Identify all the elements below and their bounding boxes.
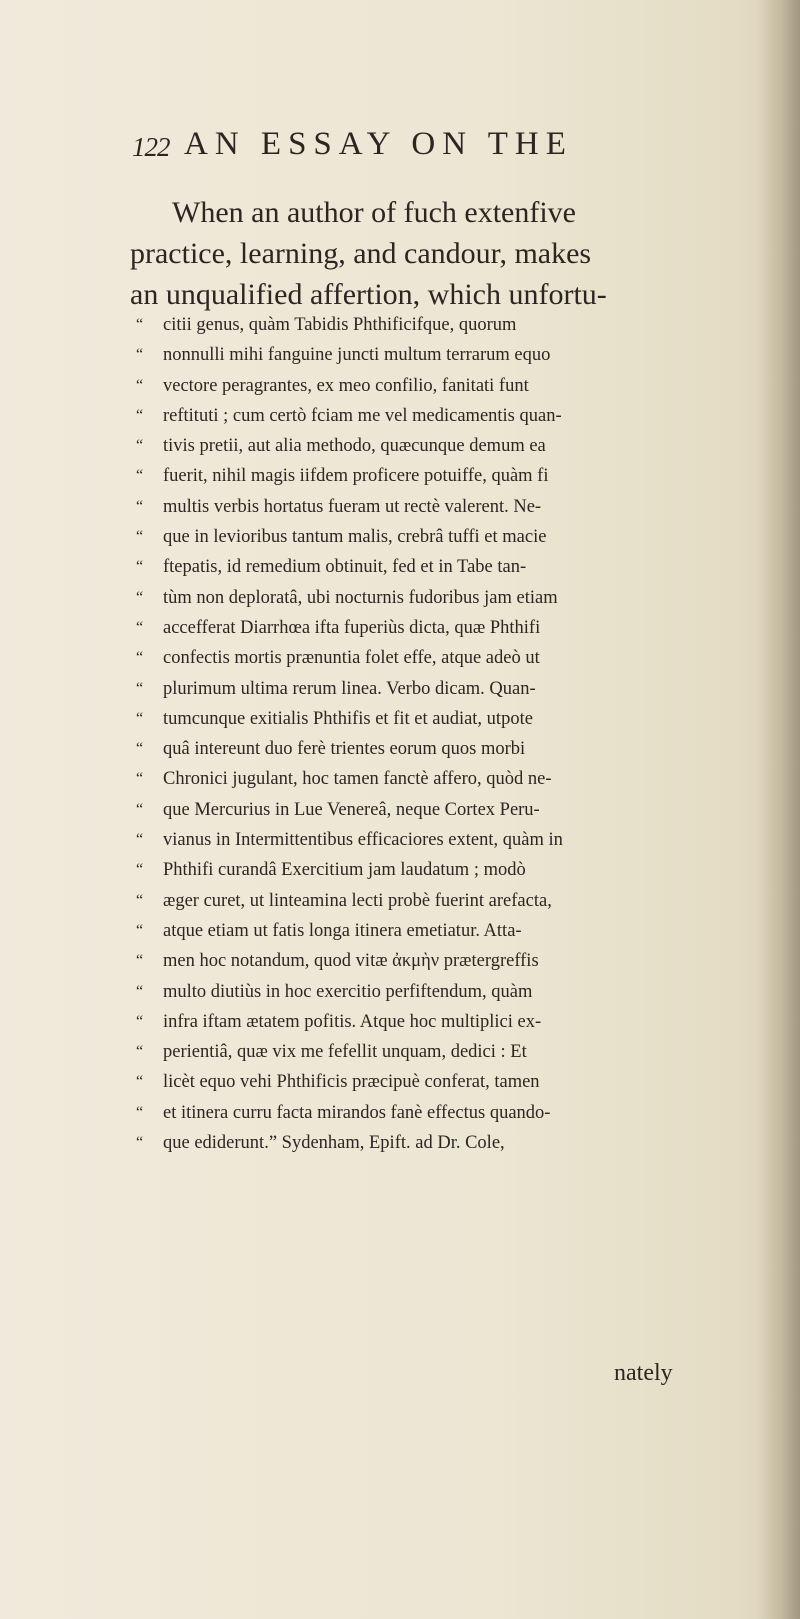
quote-line [136,613,756,643]
quote-line [136,310,756,340]
quote-mark: “ [136,1043,143,1061]
quote-line [136,704,756,734]
quote-mark: “ [136,770,143,788]
quote-line [136,552,756,582]
quote-mark: “ [136,891,143,909]
quote-line-text: ftepatis, id remedium obtinuit, fed et in Tabe tan- [163,557,527,578]
quote-mark: “ [136,649,143,667]
quote-line-text: quâ intereunt duo ferè trientes eorum quos morbi [163,739,526,760]
quote-line-text: perientiâ, quæ vix me fefellit unquam, dedici : Et [163,1042,527,1063]
quote-mark: “ [136,316,143,333]
quote-mark: “ [136,831,143,849]
body-line: When an author of fuch extenfive [172,196,576,229]
quote-line-text: que in levioribus tantum malis, crebrâ tuffi et macie [163,527,547,548]
quote-mark: “ [136,376,143,394]
quote-mark: “ [136,1103,143,1121]
quote-mark: “ [136,437,143,455]
quote-line-text: æger curet, ut linteamina lecti probè fuerint arefacta, [163,890,552,911]
quote-line [136,492,756,522]
page-gutter-shadow [758,0,800,1619]
quote-line [136,340,756,370]
quote-mark: “ [136,618,143,636]
quote-line [136,583,756,613]
quote-mark: “ [136,558,143,576]
page-number: 122 [132,132,170,162]
quote-line-text: infra iftam ætatem pofitis. Atque hoc multiplici ex- [163,1011,542,1032]
quote-line-text: fuerit, nihil magis iifdem proficere potuiffe, quàm fi [163,466,549,487]
quote-line [136,461,756,491]
quote-line [136,371,756,401]
quote-line-text: vianus in Intermittentibus efficaciores extent, quàm in [163,830,563,851]
quote-line-text: licèt equo vehi Phthificis præcipuè conferat, tamen [163,1072,540,1093]
quote-line-text: multis verbis hortatus fueram ut rectè valerent. Ne- [163,496,542,517]
quote-line-text: tùm non deploratâ, ubi nocturnis fudoribus jam etiam [163,587,558,608]
quote-line [136,825,756,855]
quote-line [136,1007,756,1037]
quote-line-text: Chronici jugulant, hoc tamen fanctè affero, quòd ne- [163,769,552,790]
quote-line-text: men hoc notandum, quod vitæ ἀκμὴν prætergreffis [163,951,539,972]
body-line: an unqualified affertion, which unfortu- [130,278,607,311]
quote-mark: “ [136,1134,143,1152]
quote-line [136,946,756,976]
quote-line-text: reftituti ; cum certò fciam me vel medicamentis quan- [163,405,562,426]
page-header [132,126,732,174]
quote-line-text: accefferat Diarrhœa ifta fuperiùs dicta, quæ Phthifi [163,617,541,638]
quote-line-text: tivis pretii, aut alia methodo, quæcunque demum ea [163,436,546,457]
quote-line-text: que ediderunt.” Sydenham, Epift. ad Dr. Cole, [163,1133,505,1154]
quote-line [136,643,756,673]
quote-line-text: multo diutiùs in hoc exercitio perfiftendum, quàm [163,981,533,1002]
quote-line-text: plurimum ultima rerum linea. Verbo dicam. Quan- [163,678,536,699]
quote-line [136,734,756,764]
quote-line [136,431,756,461]
quote-line-text: et itinera curru facta mirandos fanè effectus quando- [163,1102,551,1123]
quote-mark: “ [136,588,143,606]
quote-line [136,886,756,916]
quote-line-text: Phthifi curandâ Exercitium jam laudatum ; modò [163,860,526,881]
quote-mark: “ [136,467,143,485]
quote-mark: “ [136,982,143,1000]
quote-mark: “ [136,497,143,515]
quote-line [136,977,756,1007]
quote-line [136,1098,756,1128]
quote-line-text: confectis mortis prænuntia folet effe, atque adeò ut [163,648,540,669]
running-title: AN ESSAY ON THE [184,126,573,162]
latin-quotation [136,310,756,1158]
quote-line [136,522,756,552]
quote-line-text: citii genus, quàm Tabidis Phthificifque, quorum [163,315,517,335]
quote-mark: “ [136,528,143,546]
quote-mark: “ [136,1073,143,1091]
quote-line-text: tumcunque exitialis Phthifis et fit et audiat, utpote [163,708,533,729]
body-paragraph [130,192,740,315]
quote-mark: “ [136,952,143,970]
quote-mark: “ [136,709,143,727]
quote-mark: “ [136,406,143,424]
quote-line [136,764,756,794]
quote-line-text: que Mercurius in Lue Venereâ, neque Cortex Peru- [163,799,540,820]
quote-line [136,401,756,431]
quote-line [136,916,756,946]
quote-line [136,855,756,885]
quote-mark: “ [136,921,143,939]
quote-line [136,674,756,704]
quote-mark: “ [136,800,143,818]
catchword: nately [614,1360,673,1386]
quote-mark: “ [136,1012,143,1030]
quote-line [136,1128,756,1158]
quote-line-text: vectore peragrantes, ex meo confilio, fanitati funt [163,375,529,396]
quote-line [136,1037,756,1067]
quote-line-text: nonnulli mihi fanguine juncti multum terrarum equo [163,345,551,366]
quote-mark: “ [136,861,143,879]
quote-mark: “ [136,346,143,364]
quote-line [136,1067,756,1097]
quote-line [136,795,756,825]
quote-mark: “ [136,679,143,697]
quote-line-text: atque etiam ut fatis longa itinera emetiatur. Atta- [163,920,522,941]
quote-mark: “ [136,740,143,758]
body-line: practice, learning, and candour, makes [130,237,592,270]
